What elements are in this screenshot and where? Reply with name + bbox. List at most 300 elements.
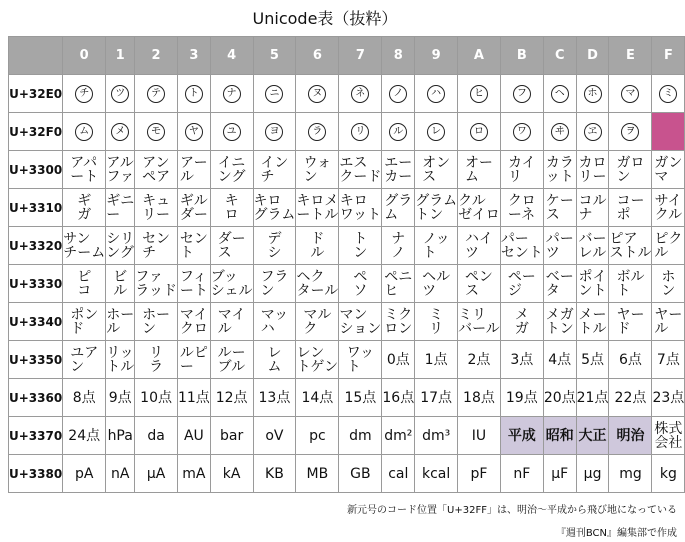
circled-katakana: ネ: [351, 85, 369, 103]
circled-katakana: ト: [185, 85, 203, 103]
squared-unit: ポイ ント: [578, 268, 607, 299]
character-cell: [609, 113, 652, 151]
squared-unit: 株式 会社: [654, 420, 683, 451]
column-header: 0: [63, 37, 106, 75]
character-cell: [576, 189, 609, 227]
squared-unit: コー ポ: [616, 192, 645, 223]
character-cell: [106, 265, 135, 303]
character-cell: GB: [339, 455, 382, 493]
squared-unit: オン ス: [422, 154, 451, 185]
character-cell: [576, 303, 609, 341]
character-cell: kcal: [415, 455, 458, 493]
character-cell: 5点: [576, 341, 609, 379]
character-cell: 14点: [296, 379, 339, 417]
character-cell: [135, 151, 178, 189]
character-cell: [253, 265, 296, 303]
character-cell: [135, 303, 178, 341]
squared-unit: セン チ: [142, 230, 171, 261]
column-header: F: [652, 37, 685, 75]
squared-unit: ピ コ: [77, 268, 92, 299]
character-cell: [296, 113, 339, 151]
character-cell: [253, 151, 296, 189]
squared-unit: ワッ ト: [346, 344, 375, 375]
character-cell: [296, 75, 339, 113]
era-name-cell: 平成: [500, 417, 543, 455]
squared-unit: サイ クル: [654, 192, 683, 223]
squared-unit: ブッ シェル: [210, 268, 253, 299]
column-header: 9: [415, 37, 458, 75]
character-cell: [543, 303, 576, 341]
circled-katakana: ヲ: [621, 123, 639, 141]
character-cell: [210, 75, 253, 113]
character-cell: [106, 303, 135, 341]
character-cell: [652, 151, 685, 189]
character-cell: [382, 303, 415, 341]
character-cell: μA: [135, 455, 178, 493]
character-cell: cal: [382, 455, 415, 493]
character-cell: 18点: [458, 379, 501, 417]
squared-unit: イン チ: [260, 154, 289, 185]
circled-katakana: ツ: [111, 85, 129, 103]
character-cell: [543, 113, 576, 151]
character-cell: [543, 151, 576, 189]
squared-unit: ヘク タール: [296, 268, 339, 299]
circled-katakana: ワ: [513, 123, 531, 141]
character-cell: [339, 75, 382, 113]
squared-unit: カラ ット: [545, 154, 574, 185]
character-cell: [63, 303, 106, 341]
squared-unit: ペー ジ: [507, 268, 536, 299]
character-cell: [415, 189, 458, 227]
character-cell: [458, 75, 501, 113]
character-cell: dm³: [415, 417, 458, 455]
character-cell: 2点: [458, 341, 501, 379]
squared-unit: シリ ング: [106, 230, 135, 261]
character-cell: [296, 151, 339, 189]
character-cell: [63, 151, 106, 189]
character-cell: hPa: [106, 417, 135, 455]
character-cell: [339, 113, 382, 151]
character-cell: [210, 151, 253, 189]
character-cell: 6点: [609, 341, 652, 379]
character-cell: [296, 341, 339, 379]
character-cell: [458, 151, 501, 189]
squared-unit: ホー ル: [106, 306, 135, 337]
character-cell: [576, 113, 609, 151]
table-row: [9, 227, 685, 265]
row-code-label: U+3310: [9, 189, 63, 227]
squared-unit: アパ ート: [70, 154, 99, 185]
character-cell: [106, 227, 135, 265]
squared-unit: パー セント: [500, 230, 543, 261]
circled-katakana: ヤ: [185, 123, 203, 141]
column-header: 1: [106, 37, 135, 75]
character-cell: μF: [543, 455, 576, 493]
circled-katakana: ホ: [584, 85, 602, 103]
squared-unit: ペニ ヒ: [384, 268, 413, 299]
character-cell: [458, 113, 501, 151]
character-cell: [177, 189, 210, 227]
character-cell: 20点: [543, 379, 576, 417]
character-cell: 19点: [500, 379, 543, 417]
column-header: 6: [296, 37, 339, 75]
squared-unit: ファ ラッド: [135, 268, 177, 299]
era-name-cell: 大正: [576, 417, 609, 455]
column-header: 4: [210, 37, 253, 75]
new-era-reserved-cell: [652, 113, 685, 151]
character-cell: [106, 113, 135, 151]
character-cell: [63, 189, 106, 227]
character-cell: [415, 227, 458, 265]
circled-katakana: ヘ: [551, 85, 569, 103]
character-cell: [576, 75, 609, 113]
row-code-label: U+32E0: [9, 75, 63, 113]
squared-unit: ホー ン: [142, 306, 171, 337]
squared-unit: エー カー: [384, 154, 413, 185]
squared-unit: イニ ング: [217, 154, 246, 185]
character-cell: [106, 75, 135, 113]
character-cell: [253, 227, 296, 265]
character-cell: kA: [210, 455, 253, 493]
character-cell: oV: [253, 417, 296, 455]
character-cell: [458, 265, 501, 303]
character-cell: [415, 75, 458, 113]
character-cell: [652, 303, 685, 341]
character-cell: [652, 75, 685, 113]
squared-unit: ヤー ル: [654, 306, 683, 337]
character-cell: [106, 341, 135, 379]
character-cell: KB: [253, 455, 296, 493]
character-cell: AU: [177, 417, 210, 455]
circled-katakana: マ: [621, 85, 639, 103]
squared-unit: ヘル ツ: [422, 268, 451, 299]
character-cell: [135, 113, 178, 151]
squared-unit: ミリ バール: [458, 306, 500, 337]
squared-unit: ヤー ド: [616, 306, 645, 337]
squared-unit: マル ク: [303, 306, 332, 337]
character-cell: [543, 265, 576, 303]
footnote: 新元号のコード位置「U+32FF」は、明治～平成から飛び地になっている: [347, 505, 677, 516]
character-cell: [543, 227, 576, 265]
header-row: [9, 37, 685, 75]
squared-unit: パー ツ: [545, 230, 574, 261]
character-cell: 7点: [652, 341, 685, 379]
era-name-cell: 昭和: [543, 417, 576, 455]
character-cell: [500, 303, 543, 341]
character-cell: 13点: [253, 379, 296, 417]
circled-katakana: ヰ: [551, 123, 569, 141]
column-header: A: [458, 37, 501, 75]
circled-katakana: チ: [75, 85, 93, 103]
squared-unit: グラム トン: [415, 192, 458, 223]
credit-line: 『週刊BCN』編集部で作成: [555, 528, 677, 539]
column-header: E: [609, 37, 652, 75]
squared-unit: バー レル: [578, 230, 607, 261]
character-cell: [609, 265, 652, 303]
circled-katakana: ヒ: [470, 85, 488, 103]
column-header: B: [500, 37, 543, 75]
squared-unit: デ シ: [267, 230, 282, 261]
character-cell: [458, 227, 501, 265]
character-cell: 15点: [339, 379, 382, 417]
unicode-table: [8, 36, 685, 493]
squared-unit: ユア ン: [70, 344, 99, 375]
squared-unit: リッ トル: [106, 344, 135, 375]
character-cell: [458, 303, 501, 341]
character-cell: dm: [339, 417, 382, 455]
character-cell: [253, 75, 296, 113]
character-cell: 21点: [576, 379, 609, 417]
table-row: [9, 417, 685, 455]
character-cell: 24点: [63, 417, 106, 455]
character-cell: nA: [106, 455, 135, 493]
character-cell: [382, 189, 415, 227]
character-cell: [210, 189, 253, 227]
squared-unit: カイ リ: [508, 154, 536, 185]
character-cell: [382, 151, 415, 189]
character-cell: [576, 227, 609, 265]
character-cell: [382, 113, 415, 151]
character-cell: [609, 227, 652, 265]
squared-unit: メガ トン: [545, 306, 574, 337]
row-code-label: U+3350: [9, 341, 63, 379]
squared-unit: ギ ガ: [77, 192, 92, 223]
circled-katakana: ハ: [427, 85, 445, 103]
squared-unit: ペ ソ: [353, 268, 368, 299]
row-code-label: U+3360: [9, 379, 63, 417]
column-header: 2: [135, 37, 178, 75]
character-cell: [652, 265, 685, 303]
character-cell: [296, 265, 339, 303]
squared-unit: クル ゼイロ: [458, 192, 500, 223]
squared-unit: クロ ーネ: [507, 192, 536, 223]
character-cell: [63, 341, 106, 379]
circled-katakana: ル: [389, 123, 407, 141]
squared-unit: ナ ノ: [391, 230, 406, 261]
circled-katakana: ナ: [223, 85, 241, 103]
circled-katakana: ユ: [223, 123, 241, 141]
character-cell: μg: [576, 455, 609, 493]
squared-unit: ポン ド: [70, 306, 99, 337]
character-cell: [652, 227, 685, 265]
squared-unit: ノッ ト: [422, 230, 450, 261]
row-code-label: U+3380: [9, 455, 63, 493]
squared-unit: キュ リー: [142, 192, 171, 223]
table-row: [9, 151, 685, 189]
character-cell: dm²: [382, 417, 415, 455]
character-cell: 0点: [382, 341, 415, 379]
squared-unit: ピク ル: [654, 230, 683, 261]
character-cell: [339, 151, 382, 189]
column-header: D: [576, 37, 609, 75]
squared-unit: ルピ ー: [179, 344, 208, 375]
squared-unit: マイ クロ: [179, 306, 208, 337]
character-cell: [339, 189, 382, 227]
character-cell: 3点: [500, 341, 543, 379]
squared-unit: ガン マ: [654, 154, 683, 185]
squared-unit: ギル ダー: [179, 192, 208, 223]
circled-katakana: レ: [427, 123, 445, 141]
squared-unit: ダー ス: [217, 230, 246, 261]
character-cell: [63, 113, 106, 151]
character-cell: [135, 189, 178, 227]
character-cell: [135, 265, 178, 303]
row-code-label: U+3330: [9, 265, 63, 303]
circled-katakana: フ: [513, 85, 531, 103]
character-cell: [210, 265, 253, 303]
squared-unit: ルー ブル: [217, 344, 246, 375]
squared-unit: コル ナ: [578, 192, 607, 223]
squared-unit: フラ ン: [260, 268, 289, 299]
circled-katakana: ヱ: [584, 123, 602, 141]
character-cell: [253, 341, 296, 379]
squared-unit: レ ム: [267, 344, 282, 375]
character-cell: [609, 303, 652, 341]
character-cell: [500, 227, 543, 265]
row-code-label: U+3340: [9, 303, 63, 341]
character-cell: [177, 341, 210, 379]
circled-katakana: ヨ: [265, 123, 283, 141]
squared-unit: ホ ン: [661, 268, 676, 299]
squared-unit: ボル ト: [616, 268, 645, 299]
character-cell: [543, 189, 576, 227]
character-cell: [339, 265, 382, 303]
character-cell: [652, 189, 685, 227]
squared-unit: ギニ ー: [106, 192, 135, 223]
circled-katakana: ラ: [308, 123, 326, 141]
character-cell: [609, 189, 652, 227]
character-cell: [135, 227, 178, 265]
squared-unit: ベー タ: [545, 268, 574, 299]
character-cell: [415, 151, 458, 189]
squared-unit: セン ト: [179, 230, 208, 261]
character-cell: [458, 189, 501, 227]
character-cell: [500, 113, 543, 151]
character-cell: [210, 303, 253, 341]
character-cell: 16点: [382, 379, 415, 417]
squared-unit: メー トル: [578, 306, 607, 337]
squared-unit: エス クード: [339, 154, 382, 185]
character-cell: [253, 303, 296, 341]
character-cell: [106, 151, 135, 189]
character-cell: 12点: [210, 379, 253, 417]
character-cell: [63, 227, 106, 265]
character-cell: [63, 265, 106, 303]
character-cell: [382, 227, 415, 265]
character-cell: [576, 265, 609, 303]
character-cell: da: [135, 417, 178, 455]
character-cell: [415, 265, 458, 303]
squared-unit: フィ ート: [179, 268, 208, 299]
circled-katakana: ニ: [265, 85, 283, 103]
character-cell: [177, 303, 210, 341]
character-cell: [177, 227, 210, 265]
character-cell: [500, 265, 543, 303]
squared-unit: ケー ス: [545, 192, 574, 223]
character-cell: [500, 75, 543, 113]
squared-unit: ハイ ツ: [464, 230, 493, 261]
circled-katakana: リ: [351, 123, 369, 141]
column-header: 3: [177, 37, 210, 75]
character-cell: [382, 265, 415, 303]
character-cell: [177, 113, 210, 151]
character-cell: [576, 151, 609, 189]
squared-unit: ビ ル: [113, 268, 128, 299]
squared-unit: オー ム: [464, 154, 493, 185]
squared-unit: マン ション: [339, 306, 382, 337]
table-row: [9, 265, 685, 303]
squared-unit: アン ペア: [142, 154, 171, 185]
character-cell: [63, 75, 106, 113]
circled-katakana: ノ: [389, 85, 407, 103]
column-header: 8: [382, 37, 415, 75]
squared-unit: マッ ハ: [260, 306, 289, 337]
circled-katakana: ム: [75, 123, 93, 141]
character-cell: [543, 75, 576, 113]
table-row: [9, 341, 685, 379]
character-cell: [415, 113, 458, 151]
circled-katakana: ミ: [659, 85, 677, 103]
character-cell: pF: [458, 455, 501, 493]
character-cell: 8点: [63, 379, 106, 417]
row-code-label: U+3320: [9, 227, 63, 265]
character-cell: [210, 341, 253, 379]
circled-katakana: ロ: [470, 123, 488, 141]
character-cell: [339, 227, 382, 265]
character-cell: nF: [500, 455, 543, 493]
character-cell: [652, 417, 685, 455]
squared-unit: マイ ル: [217, 306, 246, 337]
character-cell: [177, 151, 210, 189]
squared-unit: キロメ ートル: [296, 192, 339, 223]
character-cell: 9点: [106, 379, 135, 417]
character-cell: [609, 151, 652, 189]
table-body: [9, 75, 685, 493]
squared-unit: ド ル: [310, 230, 325, 261]
squared-unit: キ ロ: [224, 192, 239, 223]
character-cell: [500, 151, 543, 189]
column-header: 5: [253, 37, 296, 75]
character-cell: [210, 113, 253, 151]
character-cell: [296, 303, 339, 341]
squared-unit: アル ファ: [106, 154, 135, 185]
character-cell: [210, 227, 253, 265]
character-cell: 22点: [609, 379, 652, 417]
character-cell: 23点: [652, 379, 685, 417]
character-cell: mA: [177, 455, 210, 493]
character-cell: MB: [296, 455, 339, 493]
circled-katakana: テ: [147, 85, 165, 103]
character-cell: mg: [609, 455, 652, 493]
corner-cell: [9, 37, 63, 75]
character-cell: [253, 113, 296, 151]
character-cell: [339, 341, 382, 379]
table-row: [9, 379, 685, 417]
character-cell: pc: [296, 417, 339, 455]
circled-katakana: モ: [147, 123, 165, 141]
character-cell: [382, 75, 415, 113]
column-header: 7: [339, 37, 382, 75]
character-cell: [253, 189, 296, 227]
character-cell: bar: [210, 417, 253, 455]
table-row: [9, 75, 685, 113]
column-header: C: [543, 37, 576, 75]
character-cell: [339, 303, 382, 341]
squared-unit: メ ガ: [514, 306, 529, 337]
character-cell: [296, 227, 339, 265]
character-cell: [135, 341, 178, 379]
character-cell: [177, 265, 210, 303]
